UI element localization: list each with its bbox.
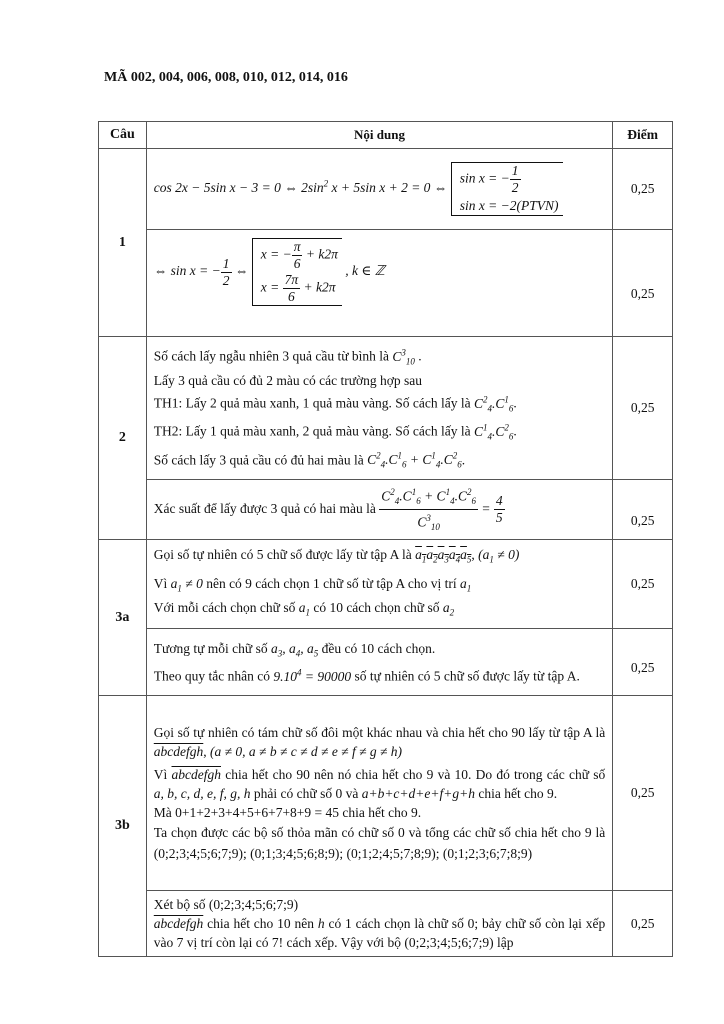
answer-table bbox=[98, 121, 673, 957]
score-cell: 0,25 bbox=[613, 629, 673, 696]
q3a-content-2: Tương tự mỗi chữ số $a_3$, $a_4$, $a_5$ đều có 10 cách chọn. Theo quy tắc nhân có $9.10^4 = 90000$ số tự nhiên có 5 chữ số được lấy từ tập A. bbox=[153, 640, 580, 684]
header-cau: Câu bbox=[99, 122, 147, 149]
score-cell: 0,25 bbox=[613, 479, 673, 539]
score-cell: 0,25 bbox=[613, 696, 673, 891]
question-label: 1 bbox=[99, 149, 147, 337]
score-cell: 0,25 bbox=[613, 540, 673, 629]
page-title: MÃ 002, 004, 006, 008, 010, 012, 014, 016 bbox=[104, 70, 348, 85]
table-row bbox=[99, 629, 673, 696]
table-row bbox=[99, 891, 673, 957]
score-cell: 0,25 bbox=[613, 149, 673, 230]
table-row bbox=[99, 540, 673, 629]
table-row bbox=[99, 337, 673, 480]
table-header-row bbox=[99, 122, 673, 149]
score-cell: 0,25 bbox=[613, 891, 673, 957]
q1-equation-1: cos 2x − 5sin x − 3 = 0 ⇔ $2\sin^2$ x + 5sin x + 2 = 0 ⇔ sin x = − $\frac{1}{2}$ sin x = −2(PTVN) bbox=[147, 158, 612, 220]
score-cell: 0,25 bbox=[613, 230, 673, 337]
q2-content: Số cách lấy ngẫu nhiên 3 quả cầu từ bình là $C^3_{10}$ . Lấy 3 quả cầu có đủ 2 màu có các trường hợp sau TH1: Lấy 2 quả màu xanh, 1 quả màu vàng. Số cách lấy là $C^2_4.C^1_6$. TH2: Lấy 1 quả màu xanh, 2 quả màu vàng. Số cách lấy là $C^1_4.C^2_6$. Số cách lấy 3 quả cầu có đủ hai màu là $C^2_4.C^1_6 + C^1_4.C^2_6$. bbox=[153, 347, 517, 470]
case-bracket: sin x = − $\frac{1}{2}$ sin x = −2(PTVN) bbox=[451, 162, 563, 216]
q1-equation-2: ⇔ sin x = − $\frac{1}{2}$ ⇔ x = − $\frac{\pi}{6}$ + k2π x = $\frac{7\pi}{6}$ + k2π , k ∈ ℤ bbox=[153, 239, 385, 304]
q3b-content-2: Xét bộ số (0;2;3;4;5;6;7;9) abcdefgh chia hết cho 10 nên h có 1 cách chọn là chữ số 0; bảy chữ số còn lại xếp vào 7 vị trí còn lại có 7! cách xếp. Vậy với bộ (0;2;3;4;5;6;7;9) lập bbox=[153, 897, 606, 951]
question-label: 3a bbox=[99, 540, 147, 696]
table-row bbox=[99, 696, 673, 891]
header-noi-dung: Nội dung bbox=[146, 122, 612, 149]
score-cell: 0,25 bbox=[613, 337, 673, 480]
case-bracket: x = − $\frac{\pi}{6}$ + k2π x = $\frac{7\pi}{6}$ + k2π bbox=[252, 238, 342, 306]
table-row bbox=[99, 230, 673, 337]
question-label: 2 bbox=[99, 337, 147, 540]
q2-probability: Xác suất để lấy được 3 quả có hai màu là $\frac{C^2_4.C^1_6 + C^1_4.C^2_6}{C^3_{10}}$ = $\frac{4}{5}$ bbox=[147, 480, 612, 539]
header-diem: Điểm bbox=[613, 122, 673, 149]
q3b-content-1: Gọi số tự nhiên có tám chữ số đôi một khác nhau và chia hết cho 90 lấy từ tập A là abcdefgh, (a ≠ 0, a ≠ b ≠ c ≠ d ≠ e ≠ f ≠ g ≠ h) Vì abcdefgh chia hết cho 90 nên nó chia hết cho 9 và 10. Do đó trong các chữ số a, b, c, d, e, f, g, h phải có chữ số 0 và a+b+c+d+e+f+g+h chia hết cho 9. Mà 0+1+2+3+4+5+6+7+8+9 = 45 chia hết cho 9. Ta chọn được các bộ số thỏa mãn có chữ số 0 và tổng các chữ số chia hết cho 9 là (0;2;3;4;5;6;7;9); (0;1;3;4;5;6;8;9); (0;1;2;4;5;7;8;9); (0;1;2;3;6;7;8;9) bbox=[153, 724, 606, 861]
question-label: 3b bbox=[99, 696, 147, 957]
table-row bbox=[99, 479, 673, 539]
q3a-content-1: Gọi số tự nhiên có 5 chữ số được lấy từ tập A là $a_1a_2a_3a_4a_5$, $(a_1 \ne 0)$ Vì $a_1 \ne 0$ nên có 9 cách chọn 1 chữ số từ tập A cho vị trí $a_1$ Với mỗi cách chọn chữ số $a_1$ có 10 cách chọn chữ số $a_2$ bbox=[153, 547, 520, 619]
table-row bbox=[99, 149, 673, 230]
